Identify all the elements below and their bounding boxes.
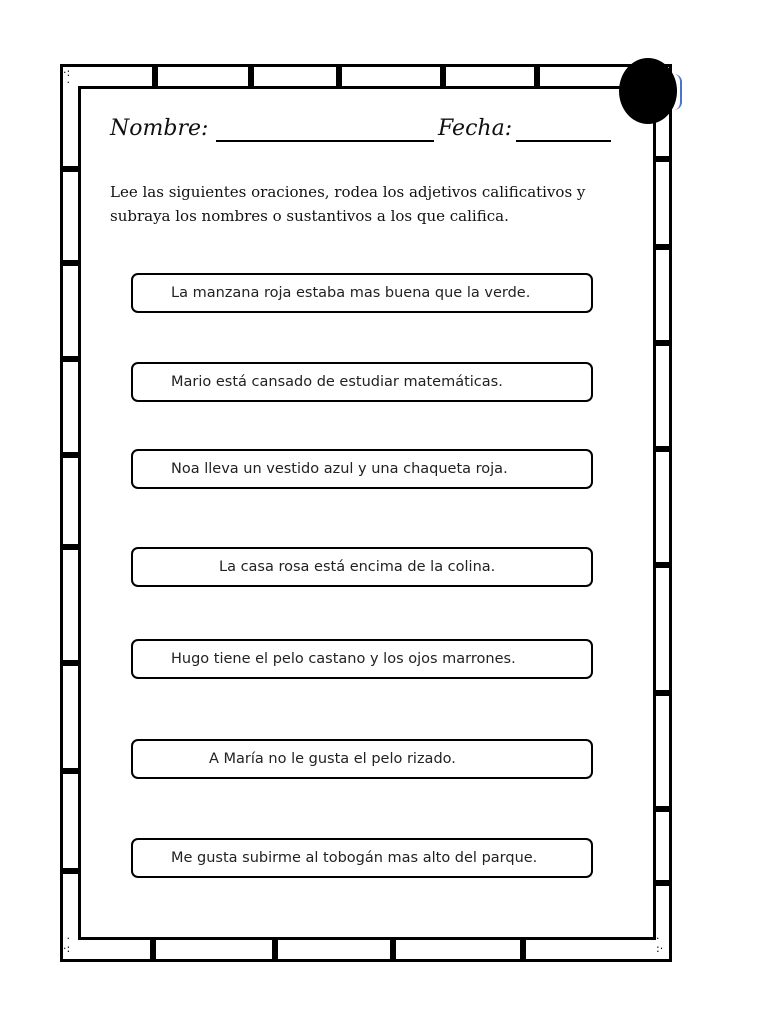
sentence-text: Mario está cansado de estudiar matemáticas. (171, 374, 503, 390)
border-tick (654, 156, 672, 162)
punch-hole (619, 58, 677, 124)
border-tick (520, 938, 526, 962)
border-tick (336, 64, 342, 88)
border-tick (60, 544, 80, 550)
border-tick (272, 938, 278, 962)
corner-ornament: ·: · (63, 66, 71, 89)
date-label: Fecha: (438, 116, 513, 141)
sentence-box (131, 547, 593, 587)
sentence-text: Noa lleva un vestido azul y una chaqueta roja. (171, 461, 508, 477)
sentence-text: A María no le gusta el pelo rizado. (209, 751, 456, 767)
border-tick (60, 660, 80, 666)
border-tick (60, 868, 80, 874)
border-tick (440, 64, 446, 88)
sentence-box (131, 273, 593, 313)
sentence-box (131, 739, 593, 779)
sentence-text: La casa rosa está encima de la colina. (219, 559, 496, 575)
instructions: Lee las siguientes oraciones, rodea los adjetivos calificativos y subraya los nombres o sustantivos a los que califica. (110, 183, 586, 225)
sentence-box (131, 639, 593, 679)
sentence-text: La manzana roja estaba mas buena que la verde. (171, 285, 531, 301)
border-tick (534, 64, 540, 88)
border-tick (60, 260, 80, 266)
border-tick (654, 690, 672, 696)
border-tick (60, 166, 80, 172)
border-tick (654, 340, 672, 346)
sentence-text: Me gusta subirme al tobogán mas alto del parque. (171, 850, 538, 866)
border-tick (654, 446, 672, 452)
border-tick (248, 64, 254, 88)
sentence-box (131, 449, 593, 489)
corner-ornament: · ·: (63, 932, 71, 955)
border-tick (60, 768, 80, 774)
border-tick (390, 938, 396, 962)
sentence-text: Hugo tiene el pelo castano y los ojos marrones. (171, 651, 516, 667)
border-tick (60, 452, 80, 458)
punch-hole-edge (674, 74, 682, 110)
sentence-box (131, 838, 593, 878)
border-tick (654, 562, 672, 568)
border-tick (60, 356, 80, 362)
sentence-box (131, 362, 593, 402)
name-line[interactable] (216, 140, 434, 142)
corner-ornament: · :· (656, 932, 664, 955)
name-label: Nombre: (110, 116, 209, 141)
header-row (110, 112, 615, 148)
border-tick (150, 938, 156, 962)
border-tick (152, 64, 158, 88)
date-line[interactable] (516, 140, 611, 142)
border-tick (654, 244, 672, 250)
border-tick (654, 806, 672, 812)
border-tick (654, 880, 672, 886)
